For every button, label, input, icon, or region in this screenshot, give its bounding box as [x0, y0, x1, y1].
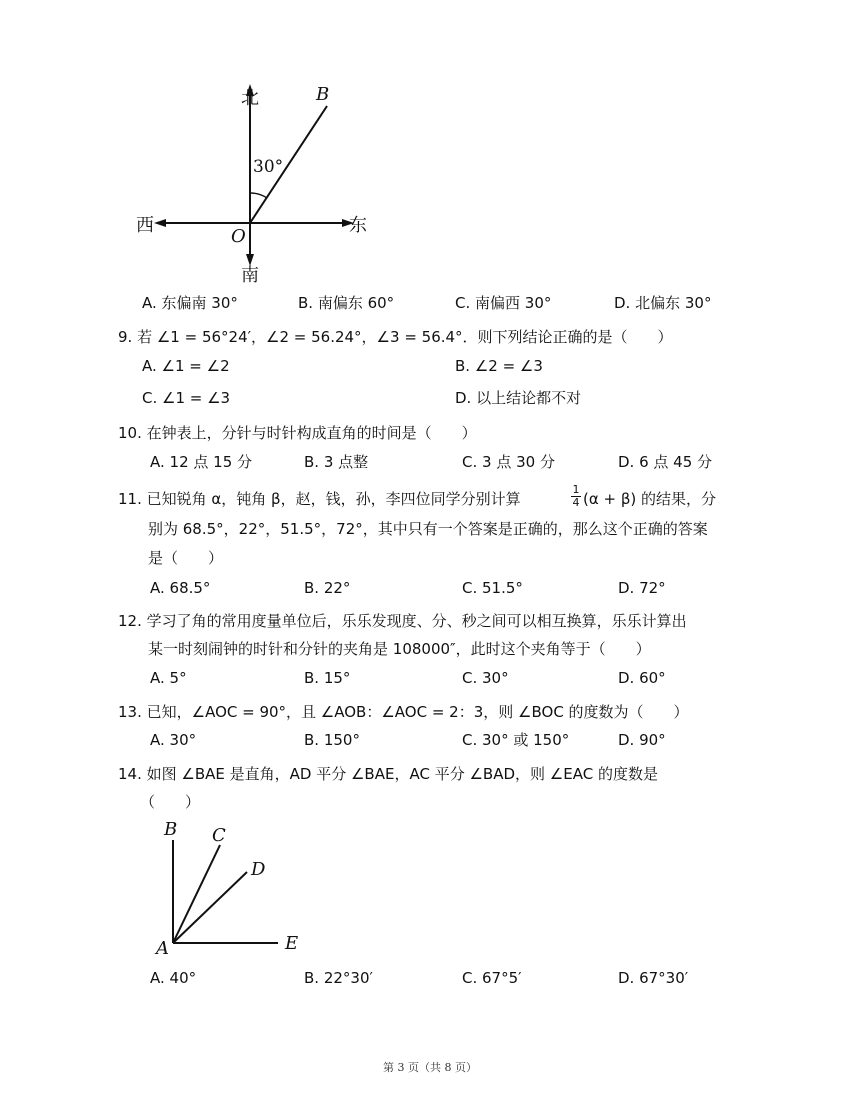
q9-option-b: B. ∠2 = ∠3 [455, 357, 543, 375]
q10-option-d: D. 6 点 45 分 [618, 453, 713, 471]
q11-option-b: B. 22° [304, 579, 351, 597]
compass-figure [120, 80, 390, 290]
q11-stem-part2: (α + β) 的结果，分 [583, 490, 717, 508]
q9-option-a: A. ∠1 = ∠2 [142, 357, 230, 375]
q11-stem-line3: 是（ ） [148, 549, 224, 567]
q10-option-b: B. 3 点整 [304, 453, 369, 471]
q14-option-a: A. 40° [150, 969, 197, 987]
q11-fraction [571, 484, 581, 509]
q10-option-c: C. 3 点 30 分 [462, 453, 555, 471]
q14-option-b: B. 22°30′ [304, 969, 373, 987]
q11-stem-part1: 11. 已知锐角 α，钝角 β，赵，钱，孙，李四位同学分别计算 [118, 490, 521, 508]
point-d-label: D [251, 859, 266, 880]
angle-label: 30° [253, 157, 284, 177]
q14-stem-line2: （ ） [140, 793, 201, 811]
q9-stem: 9. 若 ∠1 = 56°24′，∠2 = 56.24°，∠3 = 56.4°．则下列结论正确的是（ ） [118, 328, 673, 346]
q10-stem: 10. 在钟表上，分针与时针构成直角的时间是（ ） [118, 424, 477, 442]
q13-option-a: A. 30° [150, 731, 197, 749]
q12-option-c: C. 30° [462, 669, 509, 687]
north-label: 北 [241, 88, 259, 109]
q14-option-d: D. 67°30′ [618, 969, 689, 987]
q8-option-b: B. 南偏东 60° [298, 294, 395, 312]
q8-option-c: C. 南偏西 30° [455, 294, 552, 312]
q11-option-d: D. 72° [618, 579, 666, 597]
page-footer: 第 3 页（共 8 页） [383, 1061, 477, 1074]
west-label: 西 [136, 215, 154, 236]
q8-option-a: A. 东偏南 30° [142, 294, 238, 312]
q13-option-d: D. 90° [618, 731, 666, 749]
point-b-label: B [316, 84, 330, 105]
point-e-label: E [285, 933, 299, 954]
q11-option-c: C. 51.5° [462, 579, 523, 597]
q11-fraction-denominator: 4 [572, 496, 580, 509]
south-label: 南 [241, 265, 259, 286]
q13-option-c: C. 30° 或 150° [462, 731, 570, 749]
point-o-label: O [231, 226, 246, 247]
q14-stem-line1: 14. 如图 ∠BAE 是直角，AD 平分 ∠BAE，AC 平分 ∠BAD，则 ∠EAC 的度数是 [118, 765, 658, 783]
point-b-label-fig2: B [164, 819, 178, 840]
east-label: 东 [349, 215, 367, 236]
q12-option-b: B. 15° [304, 669, 351, 687]
q13-stem: 13. 已知，∠AOC = 90°，且 ∠AOB：∠AOC = 2：3，则 ∠BOC 的度数为（ ） [118, 703, 689, 721]
q12-option-a: A. 5° [150, 669, 187, 687]
q9-option-c: C. ∠1 = ∠3 [142, 389, 231, 407]
q10-option-a: A. 12 点 15 分 [150, 453, 253, 471]
q13-option-b: B. 150° [304, 731, 360, 749]
q11-stem-line2: 别为 68.5°，22°，51.5°，72°，其中只有一个答案是正确的，那么这个正确的答案 [148, 520, 708, 538]
point-a-label: A [156, 938, 169, 959]
q12-stem-line1: 12. 学习了角的常用度量单位后，乐乐发现度、分、秒之间可以相互换算，乐乐计算出 [118, 612, 687, 630]
q14-option-c: C. 67°5′ [462, 969, 522, 987]
q12-stem-line2: 某一时刻闹钟的时针和分针的夹角是 108000″，此时这个夹角等于（ ） [148, 640, 651, 658]
q12-option-d: D. 60° [618, 669, 666, 687]
q8-option-d: D. 北偏东 30° [614, 294, 712, 312]
q11-fraction-numerator: 1 [572, 483, 580, 496]
q9-option-d: D. 以上结论都不对 [455, 389, 582, 407]
point-c-label: C [212, 825, 226, 846]
q11-option-a: A. 68.5° [150, 579, 211, 597]
